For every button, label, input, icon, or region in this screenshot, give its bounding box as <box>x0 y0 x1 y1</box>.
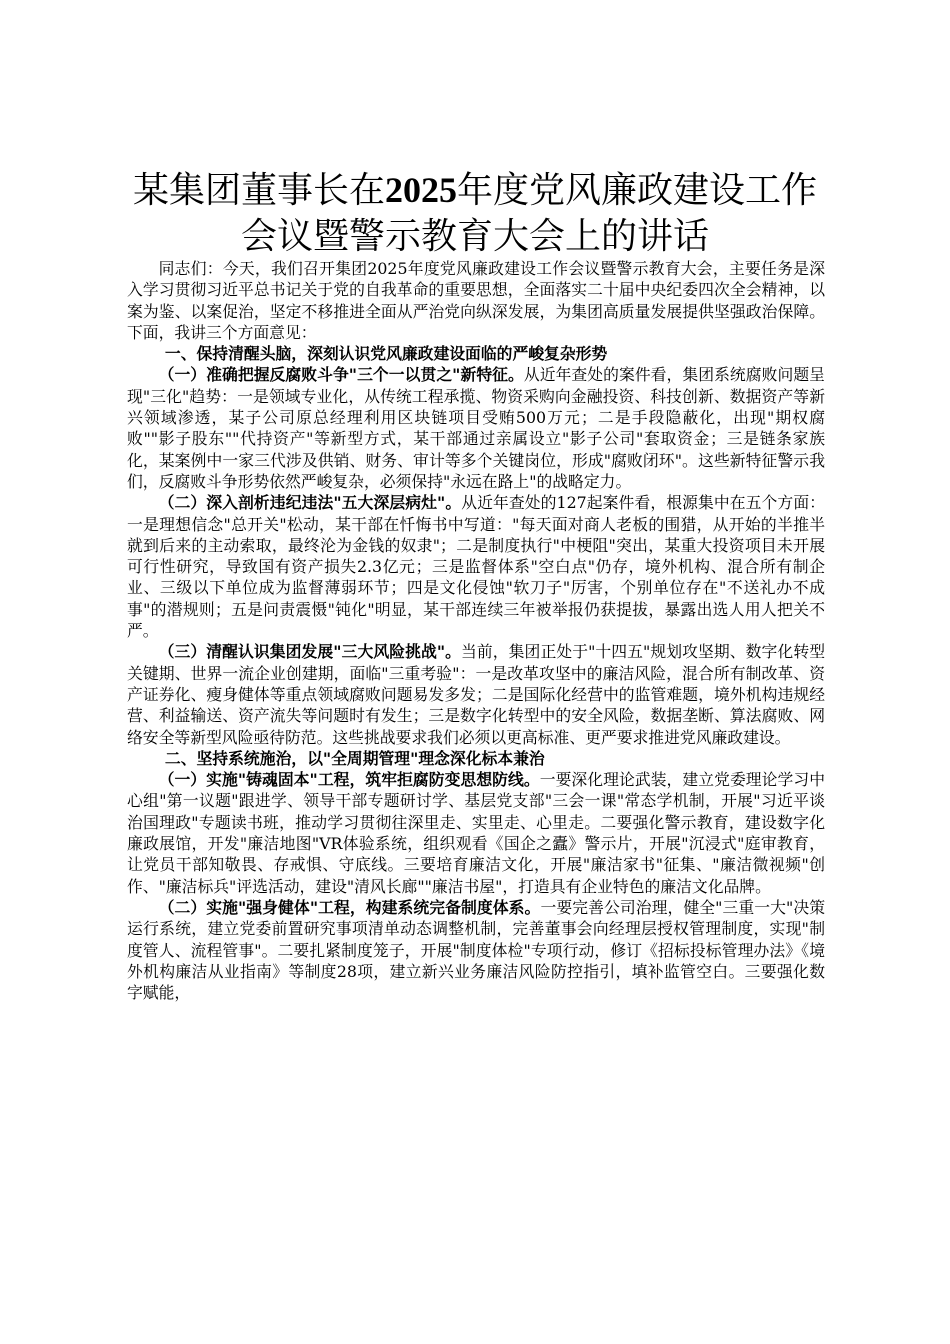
paragraph-1-1 <box>127 364 825 492</box>
paragraph-text: 从近年查处的案件看，集团系统腐败问题呈现"三化"趋势：一是领域专业化，从传统工程承揽、物资采购向金融投资、科技创新、数据资产等新兴领域渗透，某子公司原总经理利用区块链项目受贿500万元；二是手段隐蔽化，出现"期权腐败""影子股东""代持资产"等新型方式，某干部通过亲属设立"影子公司"套取资金；三是链条家族化，某案例中一家三代涉及供销、财务、审计等多个关键岗位，形成"腐败闭环"。这些新特征警示我们，反腐败斗争形势依然严峻复杂，必须保持"永远在路上"的战略定力。 <box>127 365 825 491</box>
title-suffix: 年度党风廉政建设工作会议暨警示教育大会上的讲话 <box>240 170 818 257</box>
title-prefix: 某集团董事长在 <box>132 170 385 211</box>
title-year: 2025 <box>385 170 457 210</box>
paragraph-lead: （一）实施"铸魂固本"工程，筑牢拒腐防变思想防线。 <box>158 770 540 790</box>
paragraph-text: 一要深化理论武装，建立党委理论学习中心组"第一议题"跟进学、领导干部专题研讨学、基层党支部"三会一课"常态学机制，开展"习近平谈治国理政"专题读书班，推动学习贯彻往深里走、实里走、心里走。二要强化警示教育，建设数字化廉政展馆，开发"廉洁地图"VR体验系统，组织观看《国企之蠹》警示片，开展"沉浸式"庭审教育，让党员干部知敬畏、存戒惧、守底线。三要培育廉洁文化，开展"廉洁家书"征集、"廉洁微视频"创作、"廉洁标兵"评选活动，建设"清风长廊""廉洁书屋"，打造具有企业特色的廉洁文化品牌。 <box>127 770 825 896</box>
section-heading-2: 二、坚持系统施治，以"全周期管理"理念深化标本兼治 <box>164 748 545 768</box>
paragraph-lead: （三）清醒认识集团发展"三大风险挑战"。 <box>158 642 462 662</box>
document-body <box>127 258 825 1003</box>
section-heading-1: 一、保持清醒头脑，深刻认识党风廉政建设面临的严峻复杂形势 <box>164 344 608 364</box>
paragraph-lead: （一）准确把握反腐败斗争"三个一以贯之"新特征。 <box>158 365 524 385</box>
paragraph-2-1 <box>127 769 825 897</box>
paragraph-1-3 <box>127 641 825 747</box>
paragraph-lead: （二）实施"强身健体"工程，构建系统完备制度体系。 <box>158 897 541 917</box>
paragraph-text: 当前，集团正处于"十四五"规划攻坚期、数字化转型关键期、世界一流企业创建期，面临"三重考验"：一是改革攻坚中的廉洁风险，混合所有制改革、资产证券化、瘦身健体等重点领域腐败问题易发多发；二是国际化经营中的监管难题，境外机构违规经营、利益输送、资产流失等问题时有发生；三是数字化转型中的安全风险，数据垄断、算法腐败、网络安全等新型风险亟待防范。这些挑战要求我们必须以更高标准、更严要求推进党风廉政建设。 <box>127 642 825 747</box>
paragraph-text: 从近年查处的127起案件看，根源集中在五个方面：一是理想信念"总开关"松动，某干部在忏悔书中写道："每天面对商人老板的围猎，从开始的半推半就到后来的主动索取，最终沦为金钱的奴隶"；二是制度执行"中梗阻"突出，某重大投资项目未开展可行性研究，导致国有资产损失2.3亿元；三是监督体系"空白点"仍存，境外机构、混合所有制企业、三级以下单位成为监督薄弱环节；四是文化侵蚀"软刀子"厉害，个别单位存在"不送礼办不成事"的潜规则；五是问责震慑"钝化"明显，某干部连续三年被举报仍获提拔，暴露出选人用人把关不严。 <box>127 493 826 641</box>
paragraph-text: 一要完善公司治理，健全"三重一大"决策运行系统，建立党委前置研究事项清单动态调整机制，完善董事会向经理层授权管理制度，实现"制度管人、流程管事"。二要扎紧制度笼子，开展"制度体检"专项行动，修订《招标投标管理办法》《境外机构廉洁从业指南》等制度28项，建立新兴业务廉洁风险防控指引，填补监管空白。三要强化数字赋能， <box>127 897 825 1003</box>
paragraph-1-2 <box>127 492 825 641</box>
paragraph-2-2 <box>127 897 825 1003</box>
paragraph-lead: （二）深入剖析违纪违法"五大深层病灶"。 <box>158 493 462 513</box>
opening-paragraph: 同志们：今天，我们召开集团2025年度党风廉政建设工作会议暨警示教育大会，主要任务是深入学习贯彻习近平总书记关于党的自我革命的重要思想，全面落实二十届中央纪委四次全会精神，以案为鉴、以案促治，坚定不移推进全面从严治党向纵深发展，为集团高质量发展提供坚强政治保障。下面，我讲三个方面意见： <box>127 259 825 342</box>
document-title <box>130 167 820 260</box>
